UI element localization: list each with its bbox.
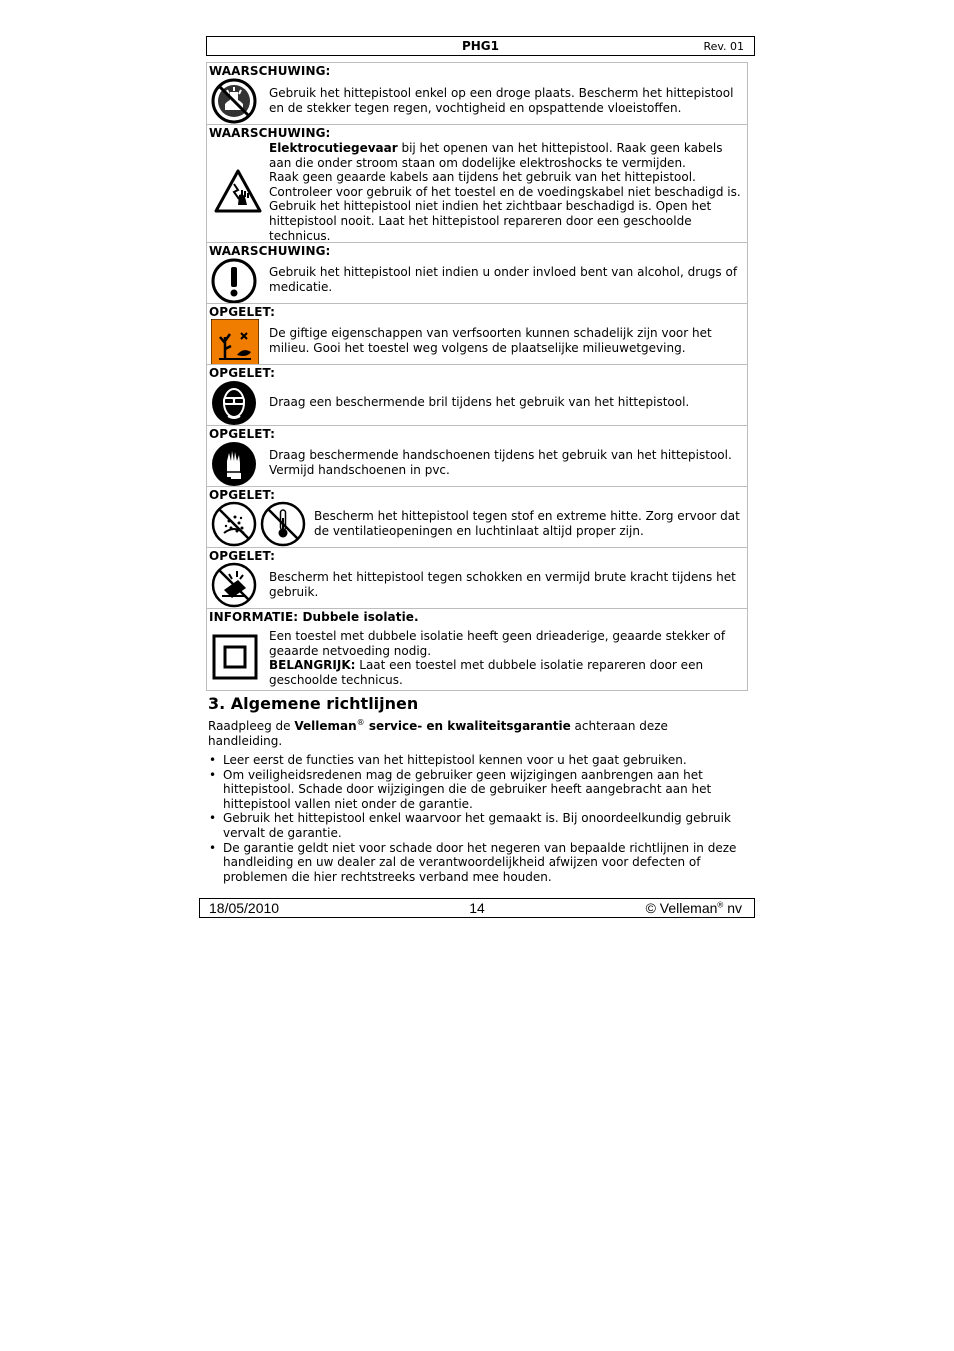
list-item: • Leer eerst de functies van het hittepistool kennen voor u het gaat gebruiken. bbox=[208, 753, 748, 768]
intro-post: achteraan deze handleiding. bbox=[208, 719, 668, 748]
no-dust-icon bbox=[211, 501, 257, 547]
warning-row bbox=[207, 425, 747, 486]
revision: Rev. 01 bbox=[703, 40, 744, 53]
warning-text: Gebruik het hittepistool enkel op een droge plaats. Bescherm het hittepistool en de stekker tegen regen, vochtigheid en opspattende vloeistoffen. bbox=[269, 86, 734, 115]
warranty-name: service- en kwaliteitsgarantie bbox=[364, 719, 571, 733]
warning-label: OPGELET: bbox=[209, 488, 276, 502]
copyright-text: © Velleman bbox=[645, 900, 718, 916]
warning-text: Draag een beschermende bril tijdens het gebruik van het hittepistool. bbox=[269, 395, 690, 409]
guideline-list bbox=[208, 753, 748, 884]
warning-label: WAARSCHUWING: bbox=[209, 64, 331, 78]
warning-row bbox=[207, 303, 747, 364]
warning-table bbox=[206, 62, 748, 691]
warning-label: OPGELET: bbox=[209, 427, 276, 441]
warning-row bbox=[207, 364, 747, 425]
warning-row bbox=[207, 124, 747, 242]
info-text-block bbox=[269, 629, 739, 687]
company-suffix: nv bbox=[723, 900, 742, 916]
warning-label: INFORMATIE: Dubbele isolatie. bbox=[209, 610, 419, 624]
footer-copyright bbox=[646, 900, 742, 916]
warning-row bbox=[207, 486, 747, 547]
brand-name: Velleman bbox=[294, 719, 357, 733]
warning-label: OPGELET: bbox=[209, 366, 276, 380]
warning-row bbox=[207, 608, 747, 690]
no-shock-icon bbox=[211, 562, 257, 608]
warning-text-block bbox=[269, 141, 745, 243]
footer-date: 18/05/2010 bbox=[209, 900, 280, 916]
intro-paragraph bbox=[208, 719, 708, 748]
exclamation-icon bbox=[211, 258, 257, 304]
warning-text: Raak geen geaarde kabels aan tijdens het gebruik van het hittepistool. Controleer voor gebruik of het toestel en de voedingskabel niet beschadigd is. Gebruik het hittepistool niet indien het zichtbaar beschadigd is. Open het hittepistool nooit. Laat het hittepistool repareren door een geschoolde technicus. bbox=[269, 170, 741, 243]
list-item: • De garantie geldt niet voor schade door het negeren van bepaalde richtlijnen in deze handleiding en uw dealer zal de verantwoordelijkheid afwijzen voor defecten of problemen die hier rechtstreeks verband mee houden. bbox=[208, 841, 748, 885]
model-name: PHG1 bbox=[461, 39, 500, 53]
page-footer bbox=[199, 898, 755, 918]
warning-row bbox=[207, 63, 747, 124]
warning-label: OPGELET: bbox=[209, 305, 276, 319]
warning-text: Bescherm het hittepistool tegen stof en extreme hitte. Zorg ervoor dat de ventilatieopeningen en luchtinlaat altijd proper zijn. bbox=[314, 509, 740, 538]
warning-text: De giftige eigenschappen van verfsoorten kunnen schadelijk zijn voor het milieu. Gooi het toestel weg volgens de plaatselijke milieuwetgeving. bbox=[269, 326, 712, 355]
page-header bbox=[206, 36, 755, 56]
no-heat-icon bbox=[260, 501, 306, 547]
important-text: Laat een toestel met dubbele isolatie repareren door een geschoolde technicus. bbox=[269, 658, 704, 687]
list-item: • Om veiligheidsredenen mag de gebruiker geen wijzigingen aanbrengen aan het hittepistool. Schade door wijzigingen die de gebruiker heeft aangebracht aan het hittepistool vallen niet onder de garantie. bbox=[208, 768, 748, 812]
electric-shock-icon bbox=[213, 168, 263, 214]
warning-text: Draag beschermende handschoenen tijdens het gebruik van het hittepistool. Vermijd handschoenen in pvc. bbox=[269, 448, 732, 477]
warning-bold-lead: Elektrocutiegevaar bbox=[269, 141, 398, 155]
double-insulation-icon bbox=[212, 634, 258, 680]
warning-label: OPGELET: bbox=[209, 549, 276, 563]
environment-hazard-icon bbox=[211, 319, 259, 365]
registered-mark: ® bbox=[356, 718, 365, 727]
important-label: BELANGRIJK: bbox=[269, 658, 356, 673]
page-number: 14 bbox=[469, 900, 485, 916]
safety-goggles-icon bbox=[211, 380, 257, 426]
warning-lead-rest: bij het openen van het hittepistool. Raak geen kabels aan die onder stroom staan om dodelijke elektroshocks te vermijden. bbox=[269, 141, 723, 170]
list-item: • Gebruik het hittepistool enkel waarvoor het gemaakt is. Bij onoordeelkundig gebruik vervalt de garantie. bbox=[208, 811, 748, 840]
intro-pre: Raadpleeg de bbox=[208, 719, 295, 733]
gloves-icon bbox=[211, 441, 257, 487]
water-splash-icon bbox=[211, 78, 257, 124]
warning-row bbox=[207, 242, 747, 303]
registered-mark: ® bbox=[717, 900, 724, 910]
section-title: 3. Algemene richtlijnen bbox=[208, 694, 419, 713]
warning-row bbox=[207, 547, 747, 608]
warning-label: WAARSCHUWING: bbox=[209, 126, 331, 140]
info-text: Een toestel met dubbele isolatie heeft geen drieaderige, geaarde stekker of geaarde netvoeding nodig. bbox=[269, 629, 726, 658]
warning-text: Bescherm het hittepistool tegen schokken en vermijd brute kracht tijdens het gebruik. bbox=[269, 570, 736, 599]
warning-text: Gebruik het hittepistool niet indien u onder invloed bent van alcohol, drugs of medicatie. bbox=[269, 265, 738, 294]
warning-label: WAARSCHUWING: bbox=[209, 244, 331, 258]
